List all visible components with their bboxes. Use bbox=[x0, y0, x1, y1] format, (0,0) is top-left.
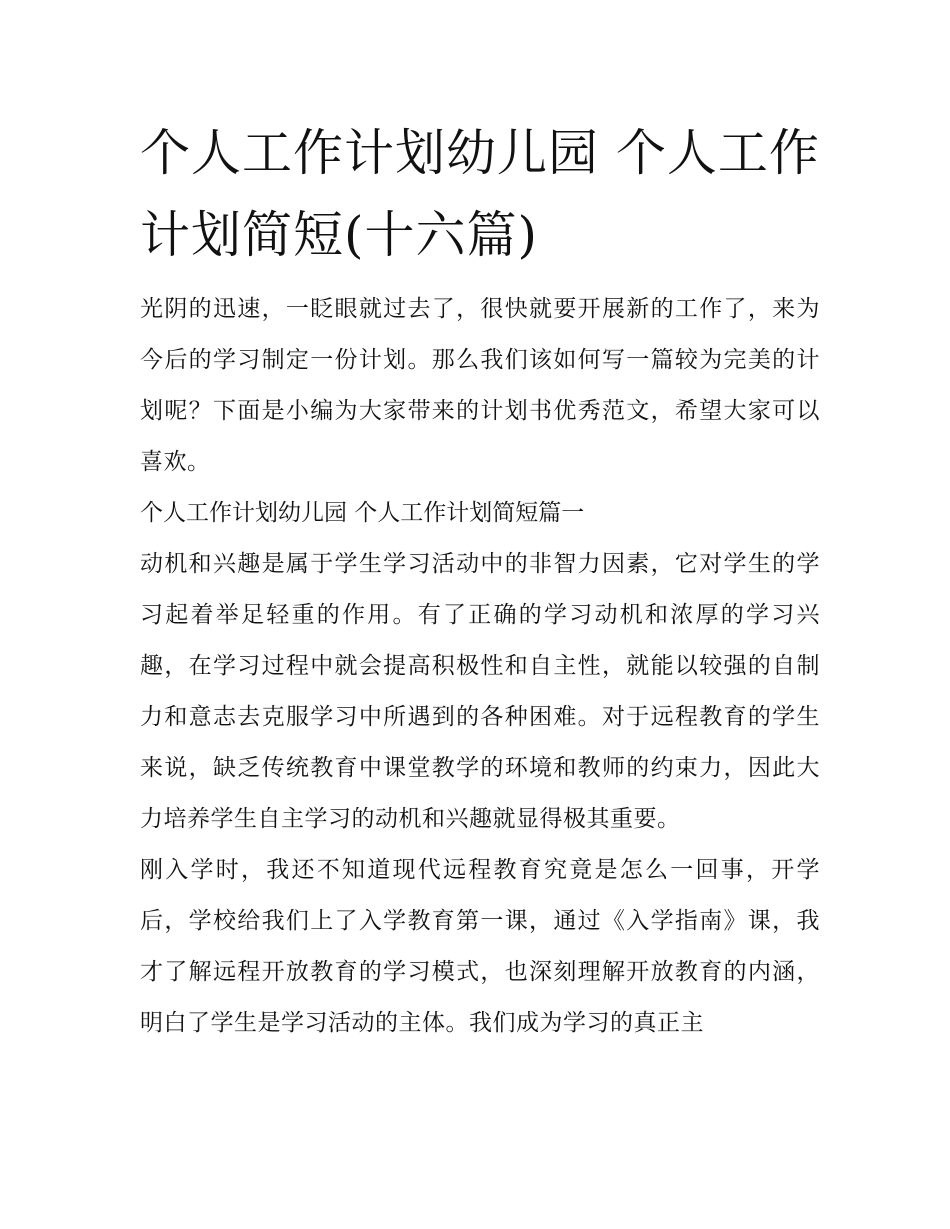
document-page bbox=[140, 112, 820, 1049]
document-title: 个人工作计划幼儿园 个人工作计划简短(十六篇) bbox=[140, 124, 820, 264]
body-paragraph-2: 刚入学时，我还不知道现代远程教育究竟是怎么一回事，开学后，学校给我们上了入学教育第一课，通过《入学指南》课，我才了解远程开放教育的学习模式，也深刻理解开放教育的内涵，明白了学生是学习活动的主体。我们成为学习的真正主 bbox=[140, 857, 820, 1036]
section-heading: 个人工作计划幼儿园 个人工作计划简短篇一 bbox=[140, 500, 585, 526]
intro-paragraph: 光阴的迅速，一眨眼就过去了，很快就要开展新的工作了，来为今后的学习制定一份计划。那么我们该如何写一篇较为完美的计划呢？下面是小编为大家带来的计划书优秀范文，希望大家可以喜欢。 bbox=[140, 296, 820, 475]
body-paragraph-1: 动机和兴趣是属于学生学习活动中的非智力因素，它对学生的学习起着举足轻重的作用。有了正确的学习动机和浓厚的学习兴趣，在学习过程中就会提高积极性和自主性，就能以较强的自制力和意志去克服学习中所遇到的各种困难。对于远程教育的学生来说，缺乏传统教育中课堂教学的环境和教师的约束力，因此大力培养学生自主学习的动机和兴趣就显得极其重要。 bbox=[140, 551, 820, 832]
